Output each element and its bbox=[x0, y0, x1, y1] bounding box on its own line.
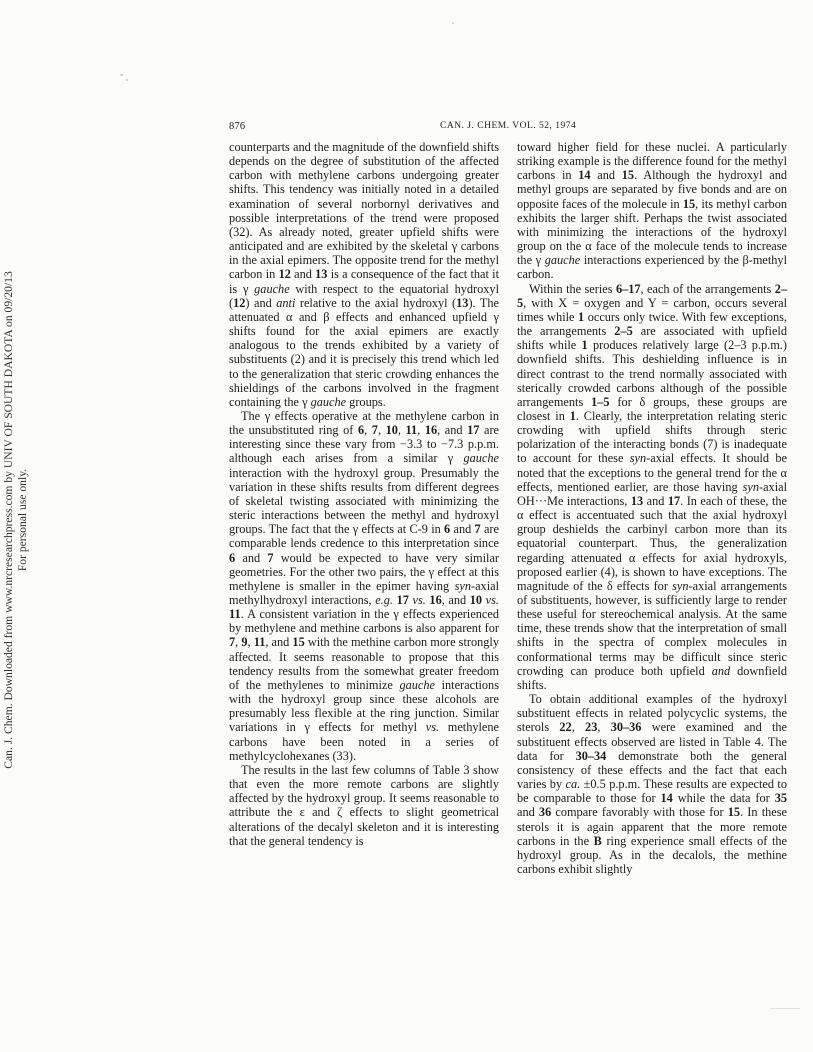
paragraph: toward higher field for these nuclei. A particularly striking example is the difference found for the methyl carbons in 14 and 15. Although the hydroxyl and methyl groups are separated by five bonds and are on opposite faces of the molecule in 15, its methyl carbon exhibits the larger shift. Perhaps the twist associated with minimizing the interactions of the hydroxyl group on the α face of the molecule tends to increase the γ gauche interactions experienced by the β-methyl carbon. bbox=[517, 140, 788, 282]
paragraph: The results in the last few columns of Table 3 show that even the more remote carbons are slightly affected by the hydroxyl group. It seems reasonable to attribute the ε and ζ effects to slight geometrical alterations of the decalyl skeleton and it is interesting that the general tendency is bbox=[229, 762, 499, 848]
download-watermark bbox=[2, 220, 29, 820]
right-column bbox=[517, 140, 787, 876]
page-number: 876 bbox=[229, 121, 246, 132]
left-column bbox=[229, 140, 499, 848]
scan-speck bbox=[452, 22, 454, 24]
running-head: CAN. J. CHEM. VOL. 52, 1974 bbox=[440, 121, 577, 131]
scan-speck bbox=[120, 74, 123, 76]
paragraph: counterparts and the magnitude of the downfield shifts depends on the degree of substitution of the affected carbon with methylene carbons undergoing greater shifts. This tendency was initially noted in a detailed examination of several norbornyl derivatives and possible interpretations of the trend were proposed (32). As already noted, greater upfield shifts were anticipated and are exhibited by the skeletal γ carbons in the axial epimers. The opposite trend for the methyl carbon in 12 and 13 is a consequence of the fact that it is γ gauche with respect to the equatorial hydroxyl (12) and anti relative to the axial hydroxyl (13). The attenuated α and β effects and enhanced upfield γ shifts found for the axial epimers are exactly analogous to the trends exhibited by a variety of substituents (2) and it is precisely this trend which led to the generalization that steric crowding enhances the shieldings of the carbons involved in the fragment containing the γ gauche groups. bbox=[229, 140, 500, 409]
download-watermark-line-2: For personal use only. bbox=[15, 468, 29, 572]
paragraph: Within the series 6–17, each of the arrangements 2–5, with X = oxygen and Y = carbon, occurs several times while 1 occurs only twice. With few exceptions, the arrangements 2–5 are associated with upfield shifts while 1 produces relatively large (2–3 p.p.m.) downfield shifts. This deshielding influence is in direct contrast to the trend normally associated with sterically crowded carbons although of the possible arrangements 1–5 for δ groups, these groups are closest in 1. Clearly, the interpretation relating steric crowding with upfield shifts through steric polarization of the interacting bonds (7) is inadequate to account for these syn-axial effects. It should be noted that the exceptions to the general trend for the α effects, mentioned earlier, are those having syn-axial OH···Me interactions, 13 and 17. In each of these, the α effect is accentuated such that the axial hydroxyl group deshields the carbinyl carbon more than its equatorial counterpart. Thus, the generalization regarding attenuated α effects for axial hydroxyls, proposed earlier (4), is shown to have exceptions. The magnitude of the δ effects for syn-axial arrangements of substituents, however, is sufficiently large to render these useful for stereochemical analysis. At the same time, these trends show that the interpretation of small shifts in the spectra of complex molecules in conformational terms may be difficult since steric crowding can produce both upfield and downfield shifts. bbox=[517, 281, 788, 692]
download-watermark-line-1: Can. J. Chem. Downloaded from www.nrcresearchpress.com by UNIV OF SOUTH DAKOTA on 09/20/13 bbox=[2, 271, 15, 769]
scan-speck bbox=[770, 1008, 800, 1009]
paragraph: The γ effects operative at the methylene carbon in the unsubstituted ring of 6, 7, 10, 11, 16, and 17 are interesting since these vary from −3.3 to −7.3 p.p.m. although each arises from a similar γ gauche interaction with the hydroxyl group. Presumably the variation in these shifts results from different degrees of skeletal twisting associated with minimizing the steric interactions between the methyl and hydroxyl groups. The fact that the γ effects at C-9 in 6 and 7 are comparable lends credence to this interpretation since 6 and 7 would be expected to have very similar geometries. For the other two pairs, the γ effect at this methylene is smaller in the epimer having syn-axial methylhydroxyl interactions, e.g. 17 vs. 16, and 10 vs. 11. A consistent variation in the γ effects experienced by methylene and methine carbons is also apparent for 7, 9, 11, and 15 with the methine carbon more strongly affected. It seems reasonable to propose that this tendency results from the somewhat greater freedom of the methylenes to minimize gauche interactions with the hydroxyl group since these alcohols are presumably less flexible at the ring junction. Similar variations in γ effects for methyl vs. methylene carbons have been noted in a series of methylcyclohexanes (33). bbox=[229, 408, 500, 763]
scan-speck bbox=[126, 79, 128, 81]
paragraph: To obtain additional examples of the hydroxyl substituent effects in related polycyclic systems, the sterols 22, 23, 30–36 were examined and the substituent effects observed are listed in Table 4. The data for 30–34 demonstrate both the general consistency of these effects and the fact that each varies by ca. ±0.5 p.p.m. These results are expected to be comparable to those for 14 while the data for 35 and 36 compare favorably with those for 15. In these sterols it is again apparent that the more remote carbons in the B ring experience small effects of the hydroxyl group. As in the decalols, the methine carbons exhibit slightly bbox=[517, 692, 788, 876]
